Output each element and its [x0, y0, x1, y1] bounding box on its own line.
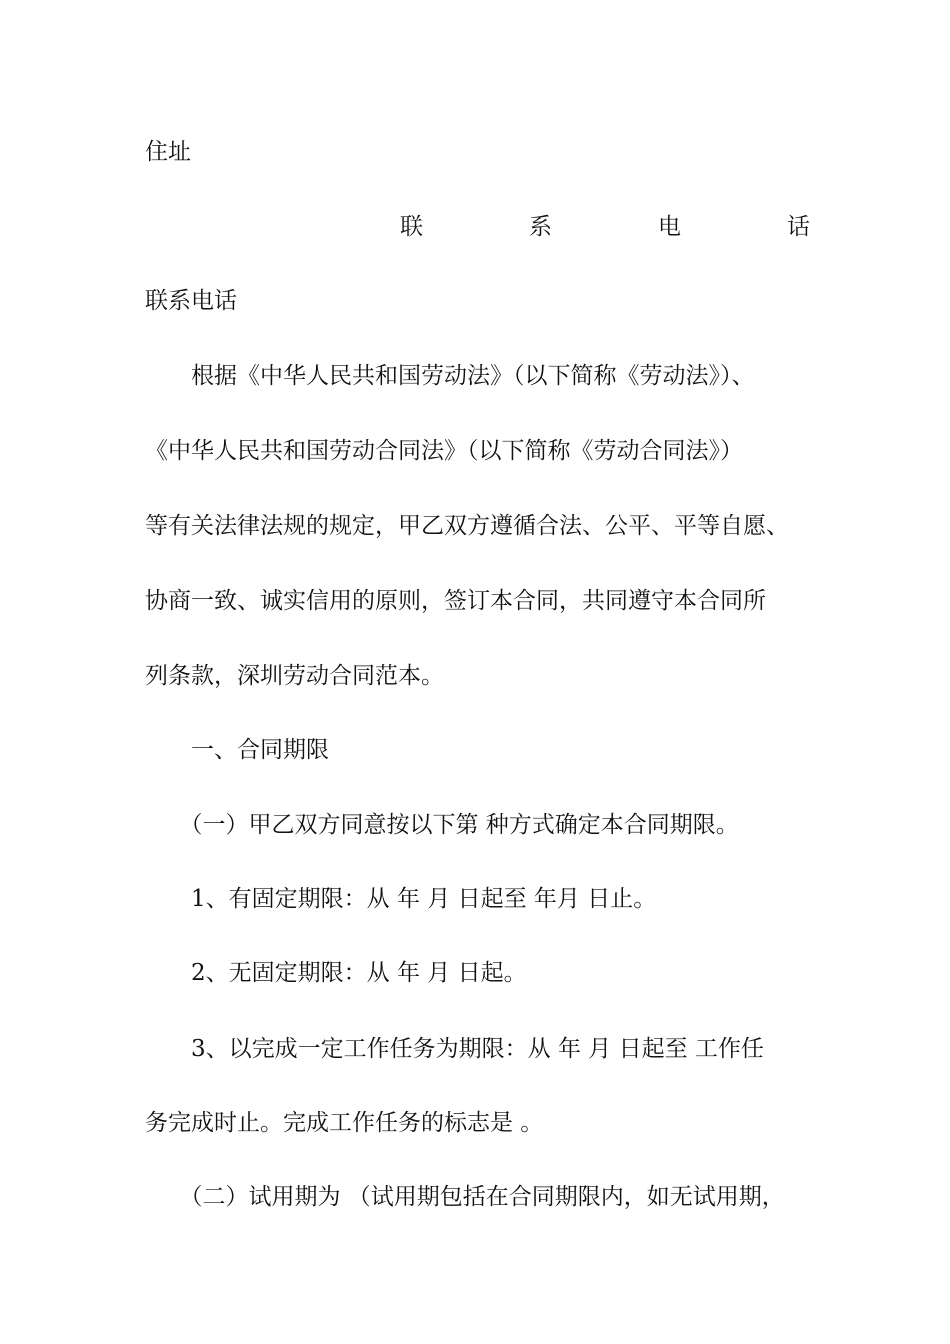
paragraph-line: （一）甲乙双方同意按以下第 种方式确定本合同期限。 [145, 812, 739, 838]
paragraph-line: 等有关法律法规的规定，甲乙双方遵循合法、公平、平等自愿、 [145, 513, 789, 539]
text-line-address: 住址 [145, 139, 191, 165]
paragraph-line: 协商一致、诚实信用的原则，签订本合同，共同遵守本合同所 [145, 588, 766, 614]
section-heading: 一、合同期限 [145, 737, 329, 763]
spread-char: 联 [400, 214, 423, 240]
paragraph-line: 1、有固定期限：从 年 月 日起至 年月 日止。 [145, 886, 657, 912]
paragraph-line: 2、无固定期限：从 年 月 日起。 [145, 960, 527, 986]
spread-char: 系 [529, 214, 552, 240]
paragraph-line: 务完成时止。完成工作任务的标志是 。 [145, 1110, 544, 1136]
phone-label-spread [400, 212, 810, 242]
paragraph-line: 根据《中华人民共和国劳动法》（以下简称《劳动法》）、 [145, 363, 755, 389]
paragraph-line: 《中华人民共和国劳动合同法》（以下简称《劳动合同法》） [145, 438, 743, 464]
paragraph-line: （二）试用期为 （试用期包括在合同期限内，如无试用期， [145, 1184, 785, 1210]
paragraph-line: 列条款，深圳劳动合同范本。 [145, 663, 444, 689]
text-line-phone: 联系电话 [145, 288, 237, 314]
paragraph-line: 3、以完成一定工作任务为期限：从 年 月 日起至 工作任 [145, 1036, 764, 1062]
spread-char: 话 [787, 214, 810, 240]
spread-char: 电 [658, 214, 681, 240]
